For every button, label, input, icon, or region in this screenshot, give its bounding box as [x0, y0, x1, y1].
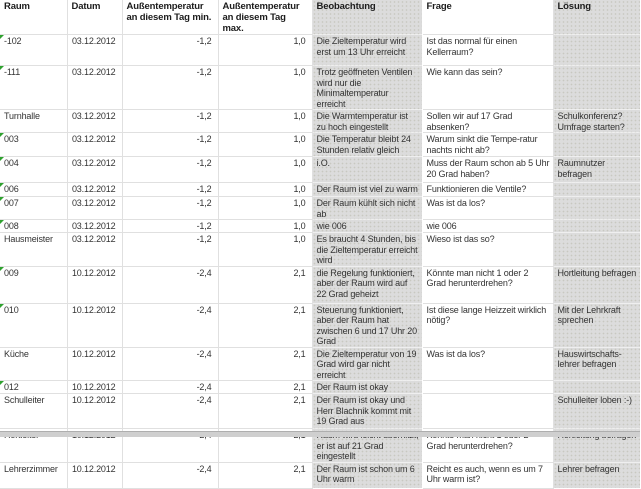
- cell-beobachtung[interactable]: Die Zieltemperatur wird erst um 13 Uhr erreicht: [312, 35, 422, 66]
- table-row: [0, 110, 640, 133]
- table-row: [0, 381, 640, 394]
- cell-min[interactable]: -1,2: [122, 183, 218, 197]
- number-stored-as-text-flag-icon: [0, 157, 4, 161]
- cell-loesung[interactable]: [553, 220, 640, 233]
- cell-raum[interactable]: 009: [0, 266, 67, 303]
- cell-raum[interactable]: 008: [0, 220, 67, 233]
- table-row: [0, 133, 640, 157]
- cell-min[interactable]: -1,2: [122, 197, 218, 220]
- cell-beobachtung[interactable]: Der Raum ist viel zu warm: [312, 183, 422, 197]
- cell-frage[interactable]: [422, 381, 553, 394]
- cell-raum[interactable]: -111: [0, 66, 67, 110]
- column-header-raum[interactable]: Raum: [0, 0, 67, 35]
- cell-max[interactable]: 2,1: [218, 381, 312, 394]
- cell-min[interactable]: -2,4: [122, 394, 218, 429]
- column-header-frage[interactable]: Frage: [422, 0, 553, 35]
- table-row: [0, 347, 640, 381]
- cell-raum[interactable]: 004: [0, 157, 67, 183]
- cell-beobachtung[interactable]: i.O.: [312, 157, 422, 183]
- number-stored-as-text-flag-icon: [0, 66, 4, 70]
- cell-frage[interactable]: Sollen wir auf 17 Grad absenken?: [422, 110, 553, 133]
- cell-frage[interactable]: Ist diese lange Heizzeit wirklich nötig?: [422, 303, 553, 347]
- cell-datum[interactable]: 03.12.2012: [67, 133, 122, 157]
- cell-min[interactable]: -1,2: [122, 66, 218, 110]
- cell-max[interactable]: 1,0: [218, 197, 312, 220]
- table-row: [0, 266, 640, 303]
- cell-loesung[interactable]: Raumnutzer befragen: [553, 157, 640, 183]
- cell-loesung[interactable]: Hauswirtschafts-lehrer befragen: [553, 347, 640, 381]
- cell-beobachtung[interactable]: Der Raum kühlt sich nicht ab: [312, 197, 422, 220]
- cell-loesung[interactable]: Hortleitung befragen: [553, 266, 640, 303]
- cell-frage[interactable]: Wie kann das sein?: [422, 66, 553, 110]
- cell-loesung[interactable]: [553, 183, 640, 197]
- cell-min[interactable]: -1,2: [122, 110, 218, 133]
- cell-max[interactable]: 2,1: [218, 394, 312, 429]
- cell-raum[interactable]: Turnhalle: [0, 110, 67, 133]
- column-header-temp-max[interactable]: Außentemperatur an diesem Tag max.: [218, 0, 312, 35]
- cell-frage[interactable]: Muss der Raum schon ab 5 Uhr 20 Grad haben?: [422, 157, 553, 183]
- table-row: [0, 197, 640, 220]
- cell-frage[interactable]: Grad herunterdrehen?: [422, 429, 553, 463]
- table-row: [0, 394, 640, 429]
- column-header-datum[interactable]: Datum: [67, 0, 122, 35]
- window-bottom-edge: [0, 431, 640, 437]
- cell-beobachtung[interactable]: Die Warmtemperatur ist zu hoch eingestellt: [312, 110, 422, 133]
- cell-min[interactable]: -1,2: [122, 35, 218, 66]
- cell-frage[interactable]: Reicht es auch, wenn es um 7 Uhr warm ist?: [422, 462, 553, 488]
- cell-datum[interactable]: 10.12.2012: [67, 303, 122, 347]
- cell-raum[interactable]: 012: [0, 381, 67, 394]
- cell-beobachtung[interactable]: Die Temperatur bleibt 24 Stunden relativ gleich: [312, 133, 422, 157]
- table-row: [0, 157, 640, 183]
- cell-frage[interactable]: [422, 394, 553, 429]
- cell-frage[interactable]: Ist das normal für einen Kellerraum?: [422, 35, 553, 66]
- cell-raum[interactable]: 006: [0, 183, 67, 197]
- cell-datum[interactable]: 10.12.2012: [67, 381, 122, 394]
- cell-frage[interactable]: Wieso ist das so?: [422, 233, 553, 267]
- cell-frage[interactable]: Funktionieren die Ventile?: [422, 183, 553, 197]
- cell-frage[interactable]: Was ist da los?: [422, 197, 553, 220]
- cell-raum[interactable]: 010: [0, 303, 67, 347]
- cell-min[interactable]: -2,4: [122, 303, 218, 347]
- cell-max[interactable]: 1,0: [218, 133, 312, 157]
- cell-beobachtung[interactable]: Der Raum ist schon um 6 Uhr warm: [312, 462, 422, 488]
- column-header-temp-min[interactable]: Außentemperatur an diesem Tag min.: [122, 0, 218, 35]
- cell-max[interactable]: 1,0: [218, 35, 312, 66]
- number-stored-as-text-flag-icon: [0, 304, 4, 308]
- table-row: [0, 183, 640, 197]
- cell-max[interactable]: 1,0: [218, 233, 312, 267]
- table-row: [0, 35, 640, 66]
- cell-datum[interactable]: 10.12.2012: [67, 347, 122, 381]
- cell-beobachtung[interactable]: er ist auf 21 Grad eingestellt: [312, 429, 422, 463]
- column-header-beobachtung[interactable]: Beobachtung: [312, 0, 422, 35]
- cell-datum[interactable]: 03.12.2012: [67, 66, 122, 110]
- cell-datum[interactable]: 03.12.2012: [67, 197, 122, 220]
- cell-loesung[interactable]: [553, 381, 640, 394]
- cell-frage[interactable]: Warum sinkt die Tempe-ratur nachts nicht ab?: [422, 133, 553, 157]
- cell-max[interactable]: 1,0: [218, 157, 312, 183]
- cell-min[interactable]: -2,4: [122, 462, 218, 488]
- cell-frage[interactable]: Was ist da los?: [422, 347, 553, 381]
- number-stored-as-text-flag-icon: [0, 197, 4, 201]
- cell-beobachtung[interactable]: Es braucht 4 Stunden, bis die Zieltemperatur erreicht wird: [312, 233, 422, 267]
- cell-frage[interactable]: wie 006: [422, 220, 553, 233]
- cell-max[interactable]: 1,0: [218, 220, 312, 233]
- cell-max[interactable]: 2,1: [218, 303, 312, 347]
- table-row: [0, 303, 640, 347]
- cell-loesung[interactable]: [553, 35, 640, 66]
- number-stored-as-text-flag-icon: [0, 35, 4, 39]
- cell-frage[interactable]: Könnte man nicht 1 oder 2 Grad herunterdrehen?: [422, 266, 553, 303]
- cell-datum[interactable]: 10.12.2012: [67, 462, 122, 488]
- cell-raum[interactable]: Hausmeister: [0, 233, 67, 267]
- cell-datum[interactable]: 03.12.2012: [67, 183, 122, 197]
- column-header-loesung[interactable]: Lösung: [553, 0, 640, 35]
- number-stored-as-text-flag-icon: [0, 220, 4, 224]
- cell-min[interactable]: -2,4: [122, 266, 218, 303]
- cell-raum[interactable]: 007: [0, 197, 67, 220]
- cell-loesung[interactable]: [553, 66, 640, 110]
- cell-loesung[interactable]: Schulleiter loben :-): [553, 394, 640, 429]
- cell-datum[interactable]: 10.12.2012: [67, 266, 122, 303]
- table-row: [0, 220, 640, 233]
- cell-beobachtung[interactable]: wie 006: [312, 220, 422, 233]
- table-row: [0, 233, 640, 267]
- cell-raum[interactable]: -102: [0, 35, 67, 66]
- cell-max[interactable]: 2,1: [218, 266, 312, 303]
- cell-max[interactable]: 2,1: [218, 462, 312, 488]
- table-row: [0, 462, 640, 488]
- number-stored-as-text-flag-icon: [0, 267, 4, 271]
- table-row: [0, 66, 640, 110]
- cell-raum[interactable]: 003: [0, 133, 67, 157]
- cell-loesung[interactable]: [553, 197, 640, 220]
- cell-min[interactable]: -2,4: [122, 347, 218, 381]
- number-stored-as-text-flag-icon: [0, 183, 4, 187]
- cell-max[interactable]: 2,1: [218, 347, 312, 381]
- cell-beobachtung[interactable]: Steuerung funktioniert, aber der Raum hat zwischen 6 und 17 Uhr 20 Grad: [312, 303, 422, 347]
- cell-datum[interactable]: 03.12.2012: [67, 110, 122, 133]
- cell-min[interactable]: -1,2: [122, 233, 218, 267]
- cell-max[interactable]: 1,0: [218, 110, 312, 133]
- number-stored-as-text-flag-icon: [0, 133, 4, 137]
- cell-min[interactable]: -1,2: [122, 157, 218, 183]
- cell-raum[interactable]: Küche: [0, 347, 67, 381]
- cell-datum[interactable]: 03.12.2012: [67, 220, 122, 233]
- cell-min[interactable]: -1,2: [122, 220, 218, 233]
- cell-beobachtung[interactable]: die Regelung funktioniert, aber der Raum wird auf 22 Grad geheizt: [312, 266, 422, 303]
- number-stored-as-text-flag-icon: [0, 381, 4, 385]
- cell-loesung[interactable]: [553, 233, 640, 267]
- cell-datum[interactable]: 10.12.2012: [67, 394, 122, 429]
- cell-datum[interactable]: 03.12.2012: [67, 35, 122, 66]
- cell-loesung[interactable]: Mit der Lehrkraft sprechen: [553, 303, 640, 347]
- cell-beobachtung[interactable]: Trotz geöffneten Ventilen wird nur die Minimaltemperatur erreicht: [312, 66, 422, 110]
- cell-loesung[interactable]: Lehrer befragen: [553, 462, 640, 488]
- cell-datum[interactable]: 03.12.2012: [67, 233, 122, 267]
- header-row: [0, 0, 640, 35]
- cell-min[interactable]: -2,4: [122, 381, 218, 394]
- cell-raum[interactable]: Schulleiter: [0, 394, 67, 429]
- cell-datum[interactable]: 03.12.2012: [67, 157, 122, 183]
- cell-raum[interactable]: Lehrerzimmer: [0, 462, 67, 488]
- cell-beobachtung[interactable]: Der Raum ist okay: [312, 381, 422, 394]
- cell-loesung[interactable]: [553, 133, 640, 157]
- cell-max[interactable]: 1,0: [218, 183, 312, 197]
- cell-beobachtung[interactable]: Die Zieltemperatur von 19 Grad wird gar nicht erreicht: [312, 347, 422, 381]
- cell-loesung[interactable]: Schulkonferenz? Umfrage starten?: [553, 110, 640, 133]
- cell-max[interactable]: 1,0: [218, 66, 312, 110]
- cell-min[interactable]: -1,2: [122, 133, 218, 157]
- cell-beobachtung[interactable]: Der Raum ist okay und Herr Blachnik kommt mit 19 Grad aus: [312, 394, 422, 429]
